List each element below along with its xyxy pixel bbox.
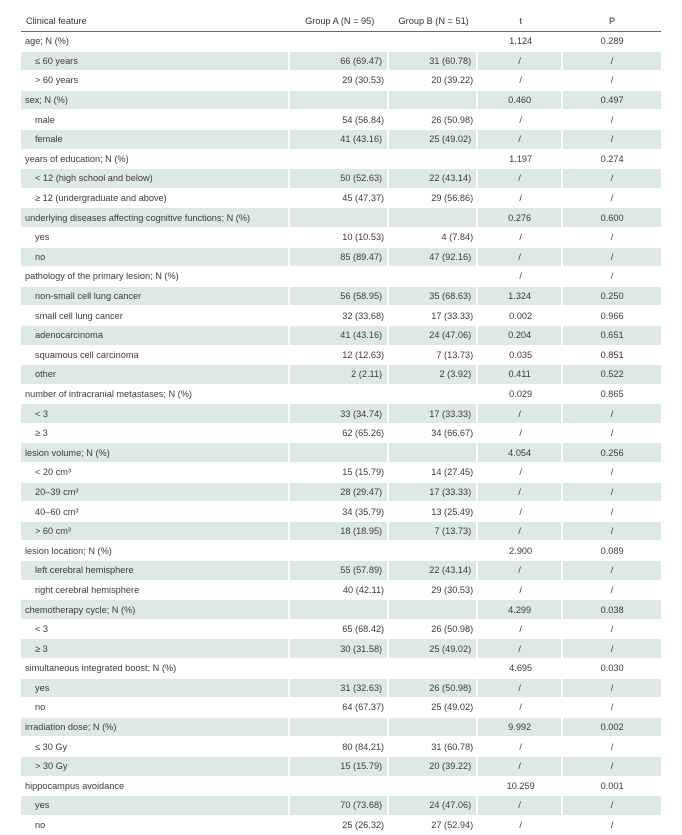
table-row [21,561,661,581]
group-b-cell: 13 (25.49) [389,502,478,522]
t-value-cell: 2.900 [478,541,563,561]
table-row [21,679,661,699]
feature-cell: other [21,365,290,385]
t-value-cell: / [478,581,563,601]
group-b-cell: 47 (92.16) [389,248,478,268]
table-row [21,816,661,835]
p-value-cell: / [563,267,661,287]
feature-cell: hippocampus avoidance [21,777,290,797]
t-value-cell: / [478,483,563,503]
group-b-cell [389,150,478,170]
table-row [21,169,661,189]
group-a-cell: 18 (18.95) [290,522,389,542]
feature-cell: left cerebral hemisphere [21,561,290,581]
group-a-cell [290,91,389,111]
t-value-cell: 1.324 [478,287,563,307]
p-value-cell: / [563,110,661,130]
group-b-cell: 34 (66.67) [389,424,478,444]
p-value-cell: / [563,52,661,72]
header-clinical-feature: Clinical feature [21,11,290,32]
p-value-cell: / [563,189,661,209]
t-value-cell: 10.259 [478,777,563,797]
group-b-cell [389,659,478,679]
category-row [21,541,661,561]
category-row [21,385,661,405]
group-a-cell: 25 (26.32) [290,816,389,835]
group-b-cell: 17 (33.33) [389,306,478,326]
group-b-cell: 25 (49.02) [389,698,478,718]
feature-cell: irradiation dose; N (%) [21,718,290,738]
category-row [21,32,661,52]
group-b-cell: 25 (49.02) [389,639,478,659]
table-row [21,306,661,326]
t-value-cell: 9.992 [478,718,563,738]
feature-cell: > 30 Gy [21,757,290,777]
p-value-cell: 0.274 [563,150,661,170]
category-row [21,267,661,287]
table-row [21,326,661,346]
feature-cell: squamous cell carcinoma [21,346,290,366]
p-value-cell: / [563,561,661,581]
t-value-cell: / [478,639,563,659]
header-group-a: Group A (N = 95) [290,11,389,32]
group-a-cell: 66 (69.47) [290,52,389,72]
group-a-cell: 80 (84.21) [290,737,389,757]
group-a-cell [290,600,389,620]
feature-cell: ≤ 30 Gy [21,737,290,757]
group-b-cell [389,718,478,738]
feature-cell: < 3 [21,620,290,640]
group-a-cell: 15 (15.79) [290,463,389,483]
table-row [21,463,661,483]
p-value-cell: 0.865 [563,385,661,405]
group-a-cell [290,267,389,287]
feature-cell: no [21,816,290,835]
p-value-cell: / [563,169,661,189]
t-value-cell: / [478,267,563,287]
feature-cell: yes [21,228,290,248]
t-value-cell: 0.411 [478,365,563,385]
group-b-cell: 31 (60.78) [389,52,478,72]
feature-cell: lesion location; N (%) [21,541,290,561]
table-row [21,698,661,718]
feature-cell: no [21,248,290,268]
group-a-cell: 45 (47.37) [290,189,389,209]
feature-cell: right cerebral hemisphere [21,581,290,601]
group-a-cell: 12 (12.63) [290,346,389,366]
p-value-cell: / [563,130,661,150]
feature-cell: simultaneous integrated boost; N (%) [21,659,290,679]
feature-cell: female [21,130,290,150]
group-a-cell: 50 (52.63) [290,169,389,189]
group-b-cell [389,91,478,111]
category-row [21,443,661,463]
group-b-cell [389,541,478,561]
clinical-features-table [21,11,661,835]
group-a-cell: 10 (10.53) [290,228,389,248]
group-b-cell: 31 (60.78) [389,737,478,757]
feature-cell: no [21,698,290,718]
t-value-cell: 0.460 [478,91,563,111]
group-a-cell: 64 (67.37) [290,698,389,718]
p-value-cell: / [563,71,661,91]
group-a-cell: 33 (34.74) [290,404,389,424]
feature-cell: number of intracranial metastases; N (%) [21,385,290,405]
feature-cell: sex; N (%) [21,91,290,111]
p-value-cell: 0.030 [563,659,661,679]
table-row [21,639,661,659]
t-value-cell: / [478,130,563,150]
group-b-cell: 25 (49.02) [389,130,478,150]
p-value-cell: 0.522 [563,365,661,385]
group-a-cell: 28 (29.47) [290,483,389,503]
t-value-cell: / [478,110,563,130]
feature-cell: years of education; N (%) [21,150,290,170]
category-row [21,659,661,679]
t-value-cell: / [478,424,563,444]
group-b-cell [389,443,478,463]
p-value-cell: 0.600 [563,208,661,228]
feature-cell: yes [21,679,290,699]
t-value-cell: / [478,169,563,189]
group-b-cell: 7 (13.73) [389,522,478,542]
table-row [21,228,661,248]
group-b-cell [389,777,478,797]
group-a-cell: 41 (43.16) [290,130,389,150]
p-value-cell: 0.002 [563,718,661,738]
feature-cell: 40–60 cm³ [21,502,290,522]
table-row [21,71,661,91]
feature-cell: underlying diseases affecting cognitive functions; N (%) [21,208,290,228]
feature-cell: 20–39 cm³ [21,483,290,503]
feature-cell: non-small cell lung cancer [21,287,290,307]
group-a-cell [290,659,389,679]
p-value-cell: 0.256 [563,443,661,463]
group-b-cell [389,385,478,405]
group-b-cell [389,208,478,228]
group-a-cell: 56 (58.95) [290,287,389,307]
p-value-cell: / [563,463,661,483]
table-row [21,404,661,424]
p-value-cell: / [563,620,661,640]
t-value-cell: / [478,52,563,72]
p-value-cell: / [563,228,661,248]
t-value-cell: / [478,228,563,248]
table-row [21,502,661,522]
feature-cell: < 12 (high school and below) [21,169,290,189]
group-a-cell: 65 (68.42) [290,620,389,640]
group-b-cell: 35 (68.63) [389,287,478,307]
group-b-cell: 2 (3.92) [389,365,478,385]
table-row [21,346,661,366]
p-value-cell: / [563,483,661,503]
t-value-cell: / [478,620,563,640]
t-value-cell: / [478,189,563,209]
feature-cell: chemotherapy cycle; N (%) [21,600,290,620]
p-value-cell: / [563,522,661,542]
t-value-cell: 0.204 [478,326,563,346]
feature-cell: male [21,110,290,130]
p-value-cell: / [563,248,661,268]
group-b-cell: 22 (43.14) [389,169,478,189]
table-row [21,248,661,268]
group-b-cell: 26 (50.98) [389,679,478,699]
group-b-cell: 24 (47.06) [389,796,478,816]
group-a-cell [290,208,389,228]
feature-cell: > 60 years [21,71,290,91]
p-value-cell: / [563,796,661,816]
group-a-cell: 54 (56.84) [290,110,389,130]
feature-cell: ≤ 60 years [21,52,290,72]
group-a-cell [290,541,389,561]
p-value-cell: / [563,679,661,699]
group-a-cell: 34 (35.79) [290,502,389,522]
table-row [21,110,661,130]
group-a-cell: 55 (57.89) [290,561,389,581]
group-a-cell: 32 (33.68) [290,306,389,326]
table-row [21,581,661,601]
feature-cell: < 3 [21,404,290,424]
group-b-cell: 26 (50.98) [389,110,478,130]
p-value-cell: / [563,404,661,424]
t-value-cell: 4.054 [478,443,563,463]
group-a-cell [290,150,389,170]
header-p: P [563,11,661,32]
table-row [21,483,661,503]
group-a-cell: 62 (65.26) [290,424,389,444]
t-value-cell: / [478,522,563,542]
p-value-cell: 0.651 [563,326,661,346]
p-value-cell: 0.289 [563,32,661,52]
group-b-cell: 17 (33.33) [389,404,478,424]
group-a-cell [290,777,389,797]
p-value-cell: / [563,424,661,444]
p-value-cell: / [563,816,661,835]
feature-cell: adenocarcinoma [21,326,290,346]
table-row [21,130,661,150]
p-value-cell: / [563,757,661,777]
group-b-cell: 7 (13.73) [389,346,478,366]
t-value-cell: / [478,404,563,424]
feature-cell: ≥ 3 [21,639,290,659]
table-row [21,522,661,542]
t-value-cell: / [478,737,563,757]
feature-cell: ≥ 3 [21,424,290,444]
group-a-cell: 30 (31.58) [290,639,389,659]
t-value-cell: / [478,816,563,835]
group-b-cell: 14 (27.45) [389,463,478,483]
p-value-cell: 0.851 [563,346,661,366]
table-header [21,11,661,32]
t-value-cell: 0.002 [478,306,563,326]
group-b-cell: 29 (30.53) [389,581,478,601]
t-value-cell: / [478,463,563,483]
group-b-cell [389,600,478,620]
category-row [21,600,661,620]
table-row [21,757,661,777]
group-b-cell: 24 (47.06) [389,326,478,346]
group-b-cell: 20 (39.22) [389,757,478,777]
table-row [21,52,661,72]
t-value-cell: 0.029 [478,385,563,405]
t-value-cell: 0.276 [478,208,563,228]
group-a-cell: 29 (30.53) [290,71,389,91]
group-a-cell: 41 (43.16) [290,326,389,346]
group-b-cell [389,267,478,287]
header-t: t [478,11,563,32]
feature-cell: > 60 cm³ [21,522,290,542]
table-row [21,737,661,757]
group-a-cell: 70 (73.68) [290,796,389,816]
table-row [21,424,661,444]
group-b-cell: 4 (7.84) [389,228,478,248]
header-group-b: Group B (N = 51) [389,11,478,32]
group-a-cell [290,385,389,405]
group-b-cell: 29 (56.86) [389,189,478,209]
group-a-cell: 15 (15.79) [290,757,389,777]
category-row [21,208,661,228]
group-b-cell [389,32,478,52]
header-row [21,11,661,32]
table-row [21,365,661,385]
t-value-cell: / [478,698,563,718]
t-value-cell: 4.695 [478,659,563,679]
group-a-cell: 2 (2.11) [290,365,389,385]
p-value-cell: / [563,737,661,757]
table-row [21,620,661,640]
feature-cell: < 20 cm³ [21,463,290,483]
group-a-cell [290,718,389,738]
p-value-cell: 0.038 [563,600,661,620]
group-a-cell: 31 (32.63) [290,679,389,699]
group-a-cell [290,443,389,463]
group-a-cell: 85 (89.47) [290,248,389,268]
category-row [21,718,661,738]
table-row [21,189,661,209]
t-value-cell: 1.124 [478,32,563,52]
p-value-cell: 0.089 [563,541,661,561]
t-value-cell: / [478,796,563,816]
p-value-cell: 0.966 [563,306,661,326]
group-b-cell: 20 (39.22) [389,71,478,91]
feature-cell: pathology of the primary lesion; N (%) [21,267,290,287]
group-b-cell: 17 (33.33) [389,483,478,503]
table-row [21,796,661,816]
group-b-cell: 27 (52.94) [389,816,478,835]
feature-cell: small cell lung cancer [21,306,290,326]
feature-cell: age; N (%) [21,32,290,52]
category-row [21,150,661,170]
table-row [21,287,661,307]
p-value-cell: 0.250 [563,287,661,307]
p-value-cell: 0.497 [563,91,661,111]
p-value-cell: / [563,502,661,522]
group-b-cell: 26 (50.98) [389,620,478,640]
group-a-cell: 40 (42.11) [290,581,389,601]
group-a-cell [290,32,389,52]
p-value-cell: / [563,581,661,601]
t-value-cell: / [478,502,563,522]
t-value-cell: / [478,561,563,581]
t-value-cell: 1.197 [478,150,563,170]
t-value-cell: / [478,757,563,777]
category-row [21,91,661,111]
p-value-cell: / [563,639,661,659]
feature-cell: ≥ 12 (undergraduate and above) [21,189,290,209]
t-value-cell: 4.299 [478,600,563,620]
t-value-cell: / [478,679,563,699]
t-value-cell: 0.035 [478,346,563,366]
category-row [21,777,661,797]
t-value-cell: / [478,248,563,268]
group-b-cell: 22 (43.14) [389,561,478,581]
t-value-cell: / [478,71,563,91]
p-value-cell: 0.001 [563,777,661,797]
table-body [21,32,661,835]
feature-cell: lesion volume; N (%) [21,443,290,463]
feature-cell: yes [21,796,290,816]
p-value-cell: / [563,698,661,718]
